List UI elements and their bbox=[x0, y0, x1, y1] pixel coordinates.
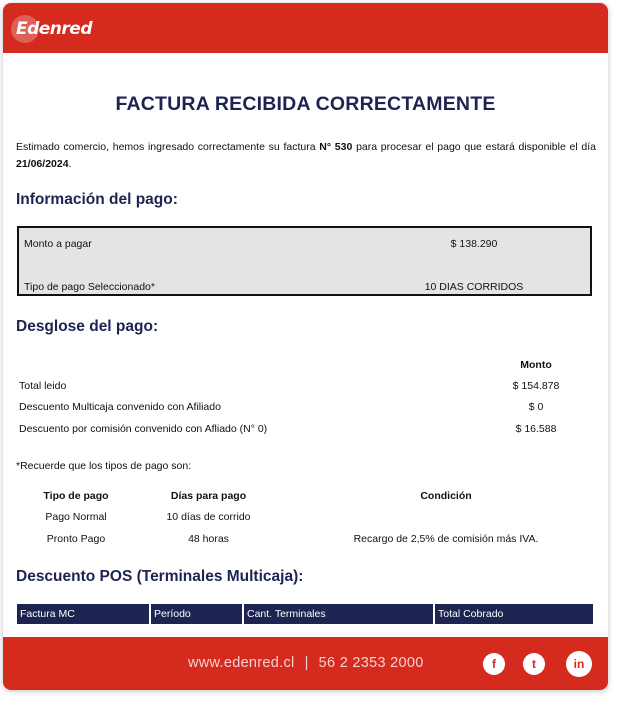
intro-text: Estimado comercio, hemos ingresado correctamente su factura N° 530 para procesar el pago que estará disponible el día 21/06/2024. bbox=[16, 141, 597, 170]
logo-circle bbox=[11, 15, 39, 43]
facebook-icon[interactable]: f bbox=[483, 653, 505, 675]
footer-bar bbox=[3, 637, 608, 690]
logo-text: Edenred bbox=[16, 19, 92, 39]
footer-separator: | bbox=[304, 655, 309, 671]
payment-row-label: Tipo de pago Seleccionado* bbox=[24, 281, 155, 293]
payment-row-label: Monto a pagar bbox=[24, 238, 92, 250]
breakdown-heading: Desglose del pago: bbox=[16, 318, 159, 335]
payment-info-heading: Información del pago: bbox=[16, 191, 178, 208]
website-link[interactable]: www.edenred.cl bbox=[188, 655, 295, 671]
breakdown-value: $ 0 bbox=[528, 401, 544, 413]
breakdown-label: Descuento por comisión convenido con Afliado (N° 0) bbox=[19, 423, 268, 435]
linkedin-icon[interactable]: in bbox=[566, 651, 592, 677]
pos-col-invoice: Factura MC bbox=[17, 604, 151, 624]
payment-row-value: 10 DIAS CORRIDOS bbox=[424, 281, 524, 293]
phone-number[interactable]: 56 2 2353 2000 bbox=[318, 655, 424, 671]
condition-header: Condición bbox=[420, 490, 472, 502]
edenred-logo[interactable] bbox=[11, 15, 97, 43]
amount-header: Monto bbox=[520, 359, 552, 371]
twitter-icon[interactable]: t bbox=[523, 653, 545, 675]
email-card: Edenred FACTURA RECIBIDA CORRECTAMENTE Estimado comercio, hemos ingresado correctamente su factura N° 530 para procesar el pago que estará disponible el día 21/06/2024. Información del pago: Monto a pagar $ 138.290 Tipo de pago Seleccionado* 10 DIAS CORRIDOS Desglose del pago: Monto Total leido $ 154.878 Descuento Multicaja convenido con Afiliado $ 0 Descuento por comisión convenido con Afliado (N° 0) $ 16.588 *Recuerde que los tipos de pago son: Tipo de pago Días para pago Condición Pago Normal 10 días de corrido Pronto Pago 48 horas Recargo de 2,5% de comisión más IVA. Descuento POS (Terminales Multicaja): Factura MC Período Cant. Terminales Total Cobrado www.edenred.cl | 56 2 2353 2000 f t in bbox=[3, 3, 608, 690]
days-header: Días para pago bbox=[170, 490, 247, 502]
footer-contact bbox=[188, 655, 424, 671]
page-title: FACTURA RECIBIDA CORRECTAMENTE bbox=[115, 93, 496, 115]
pos-col-total: Total Cobrado bbox=[438, 608, 504, 620]
pos-col-period: Período bbox=[151, 604, 244, 624]
header-bar bbox=[3, 3, 608, 53]
pos-col-terminals: Cant. Terminales bbox=[244, 604, 435, 624]
payment-date: 21/06/2024 bbox=[16, 158, 69, 170]
payment-types-note: *Recuerde que los tipos de pago son: bbox=[16, 460, 192, 472]
breakdown-value: $ 154.878 bbox=[512, 380, 560, 392]
breakdown-label: Descuento Multicaja convenido con Afiliado bbox=[19, 401, 221, 413]
breakdown-label: Total leido bbox=[19, 380, 67, 392]
payment-info-box bbox=[17, 226, 592, 296]
pos-heading: Descuento POS (Terminales Multicaja): bbox=[16, 568, 304, 585]
breakdown-value: $ 16.588 bbox=[515, 423, 557, 435]
type-header: Tipo de pago bbox=[43, 490, 109, 502]
payment-row-value: $ 138.290 bbox=[450, 238, 498, 250]
pos-table-header bbox=[17, 604, 593, 624]
invoice-number: N° 530 bbox=[319, 141, 353, 153]
